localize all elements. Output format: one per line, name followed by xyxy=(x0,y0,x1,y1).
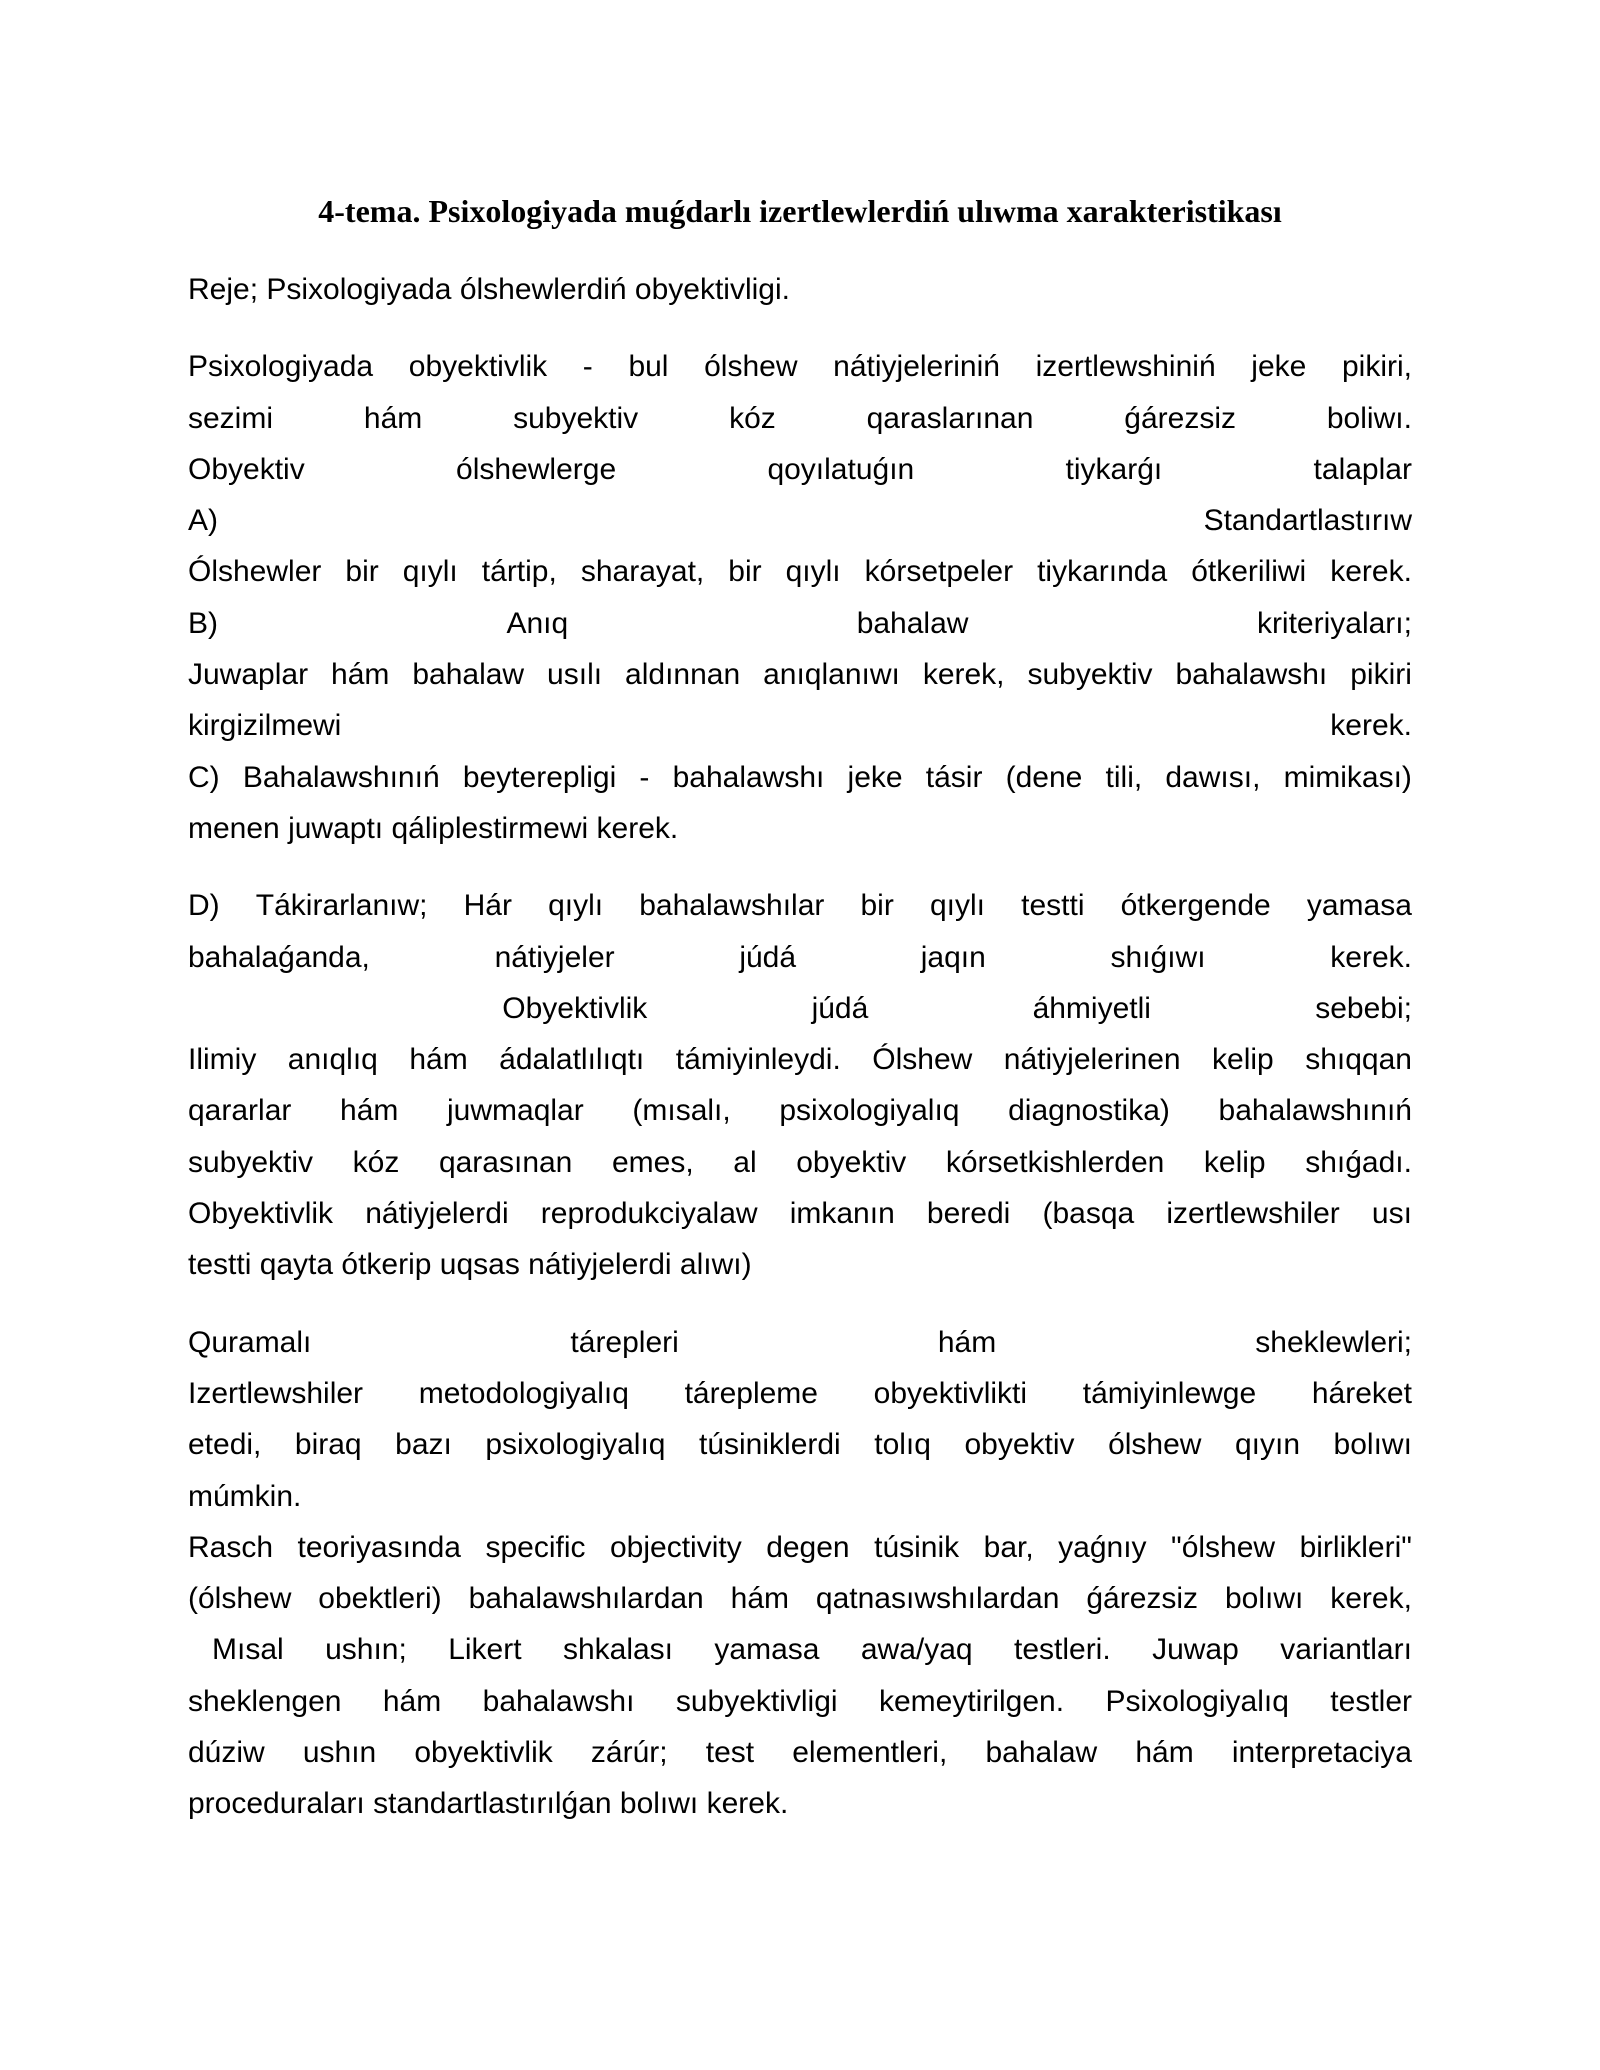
text-word: kerek, xyxy=(1330,1582,1412,1616)
text-word: birlikleri" xyxy=(1299,1530,1412,1564)
text-line xyxy=(188,393,1412,444)
text-word: nátiyjelerinen xyxy=(1003,1043,1181,1077)
text-line xyxy=(188,495,1412,546)
text-word: subyektiv xyxy=(513,401,639,435)
text-word: ádalatlılıqtı xyxy=(499,1043,645,1077)
text-word: obyektivlik xyxy=(408,350,548,384)
text-word: ǵárezsiz xyxy=(1086,1582,1199,1616)
text-line: testti qayta ótkerip uqsas nátiyjelerdi alıwı) xyxy=(188,1248,752,1282)
paragraph-gap xyxy=(188,1291,1412,1317)
text-word: kóz xyxy=(729,401,776,435)
text-line xyxy=(188,546,1412,597)
text-word: Quramalı xyxy=(188,1325,312,1359)
text-word: pikiri xyxy=(1350,658,1412,692)
text-word: yamasa xyxy=(714,1633,820,1667)
text-word: túsinik xyxy=(874,1530,960,1564)
text-word: bahalaw xyxy=(856,606,969,640)
text-word: bir xyxy=(860,889,894,923)
text-word: izertlewshiniń xyxy=(1035,350,1216,384)
text-word: Obyektiv xyxy=(188,452,305,486)
text-word: kirgizilmewi xyxy=(188,709,342,743)
text-line xyxy=(188,1137,1412,1188)
text-word: Juwap xyxy=(1152,1633,1239,1667)
text-word: tásir xyxy=(925,760,983,794)
text-word: támiyinlewge xyxy=(1082,1376,1257,1410)
text-word: B) xyxy=(188,606,218,640)
text-word: júdá xyxy=(739,940,797,974)
text-word: hám xyxy=(1135,1736,1194,1770)
text-word: hám xyxy=(340,1094,399,1128)
text-word: jeke xyxy=(1251,350,1307,384)
text-word: Tákirarlanıw; xyxy=(255,889,428,923)
text-word: usı xyxy=(1371,1197,1412,1231)
text-word: Rasch xyxy=(188,1530,274,1564)
text-word: tili, xyxy=(1105,760,1143,794)
text-word: emes, xyxy=(611,1145,694,1179)
text-word: Obyektivlik xyxy=(188,1197,334,1231)
text-word: hám xyxy=(409,1043,468,1077)
text-word: al xyxy=(733,1145,757,1179)
text-word: qoyılatuǵın xyxy=(767,452,915,486)
text-word: teoriyasında xyxy=(297,1530,461,1564)
text-word: sharayat, xyxy=(580,555,705,589)
text-word: shıǵadı. xyxy=(1305,1145,1412,1179)
text-word: dawısı, xyxy=(1165,760,1261,794)
text-word: bar, xyxy=(983,1530,1034,1564)
text-line xyxy=(188,1419,1412,1470)
text-word: boliwı. xyxy=(1326,401,1412,435)
text-word: tárepleme xyxy=(684,1376,818,1410)
text-word: kemeytirilgen. xyxy=(878,1684,1065,1718)
text-word: kórsetpeler xyxy=(864,555,1014,589)
text-word: - xyxy=(582,350,593,384)
text-line xyxy=(188,983,1412,1034)
text-word: nátiyjelerdi xyxy=(365,1197,509,1231)
text-word: ólshew xyxy=(704,350,798,384)
text-line xyxy=(188,598,1412,649)
text-line: menen juwaptı qáliplestirmewi kerek. xyxy=(188,811,679,845)
text-word: reprodukciyalaw xyxy=(540,1197,758,1231)
text-word: yaǵnıy xyxy=(1058,1530,1147,1564)
text-line xyxy=(188,649,1412,700)
text-word: (mısalı, xyxy=(632,1094,731,1128)
text-word: D) xyxy=(188,889,220,923)
text-word: metodologiyalıq xyxy=(418,1376,629,1410)
text-word: mimikası) xyxy=(1283,760,1412,794)
text-word: (dene xyxy=(1005,760,1083,794)
text-word: Izertlewshiler xyxy=(188,1376,364,1410)
text-word: (basqa xyxy=(1042,1197,1135,1231)
text-word: pikiri, xyxy=(1341,350,1412,384)
text-word: bir xyxy=(728,555,762,589)
text-word: shıǵıwı xyxy=(1110,940,1206,974)
text-word: Hár xyxy=(463,889,512,923)
text-word: qarasınan xyxy=(438,1145,573,1179)
text-word: beyterepligi xyxy=(462,760,617,794)
text-word: qıylı xyxy=(785,555,841,589)
text-line xyxy=(188,1188,1412,1239)
document-title: 4-tema. Psixologiyada muǵdarlı izertlewlerdiń ulıwma xarakteristikası xyxy=(318,193,1282,229)
text-word: talaplar xyxy=(1313,452,1412,486)
text-line xyxy=(188,341,1412,392)
text-word: túsiniklerdi xyxy=(699,1428,841,1462)
text-word: awa/yaq xyxy=(860,1633,973,1667)
text-word: kerek, xyxy=(922,658,1005,692)
text-word: bahalaw xyxy=(412,658,525,692)
text-word: tiykarǵı xyxy=(1065,452,1163,486)
text-word: subyektivligi xyxy=(675,1684,838,1718)
text-word: Ólshewler xyxy=(188,555,322,589)
text-word: variantları xyxy=(1280,1633,1412,1667)
text-line xyxy=(188,1522,1412,1573)
text-word: psixologiyalıq xyxy=(779,1094,960,1128)
text-word: ólshew xyxy=(1108,1428,1202,1462)
text-line: proceduraları standartlastırılǵan bolıwı kerek. xyxy=(188,1787,789,1821)
text-word: interpretaciya xyxy=(1231,1736,1412,1770)
text-word: qıyın xyxy=(1234,1428,1301,1462)
text-word: jaqın xyxy=(920,940,986,974)
text-word: nátiyjeler xyxy=(494,940,615,974)
text-word: bahalawshınıń xyxy=(1218,1094,1412,1128)
text-word: hám xyxy=(363,401,423,435)
text-word: shkalası xyxy=(562,1633,674,1667)
text-word: tártip, xyxy=(481,555,557,589)
text-word: kórsetkishlerden xyxy=(945,1145,1165,1179)
text-word: jeke xyxy=(847,760,903,794)
text-word: obyektiv xyxy=(964,1428,1075,1462)
text-word: tolıq xyxy=(874,1428,931,1462)
text-word: imkanın xyxy=(789,1197,895,1231)
text-word: bahalaw xyxy=(985,1736,1098,1770)
text-word: bahalawshılardan xyxy=(468,1582,704,1616)
text-word: specific xyxy=(485,1530,586,1564)
text-word: objectivity xyxy=(609,1530,742,1564)
text-word: Bahalawshınıń xyxy=(242,760,440,794)
text-word: obyektivlik xyxy=(414,1736,553,1770)
text-word: sebebi; xyxy=(1315,991,1412,1025)
text-line: múmkin. xyxy=(188,1479,302,1513)
text-line xyxy=(188,880,1412,931)
text-line xyxy=(188,1034,1412,1085)
text-word: kerek. xyxy=(1330,940,1412,974)
text-line xyxy=(188,1624,1412,1675)
text-line xyxy=(188,1573,1412,1624)
text-line xyxy=(188,700,1412,751)
text-word: bahalawshı xyxy=(1175,658,1328,692)
text-word: juwmaqlar xyxy=(447,1094,584,1128)
text-word: anıqlıq xyxy=(287,1043,378,1077)
text-line xyxy=(188,1727,1412,1778)
text-word: izertlewshiler xyxy=(1166,1197,1340,1231)
text-word: támiyinleydi. xyxy=(675,1043,841,1077)
text-word: Likert xyxy=(448,1633,522,1667)
text-word: aldınnan xyxy=(625,658,741,692)
text-word: ótkergende xyxy=(1120,889,1271,923)
text-word: Obyektivlik xyxy=(502,991,648,1025)
text-word: tiykarında xyxy=(1037,555,1168,589)
text-word: testler xyxy=(1330,1684,1412,1718)
text-line xyxy=(188,932,1412,983)
text-word: testleri. xyxy=(1013,1633,1111,1667)
text-word: bahalaǵanda, xyxy=(188,940,370,974)
text-word: bahalawshılar xyxy=(639,889,825,923)
text-word: zárúr; xyxy=(590,1736,668,1770)
text-line xyxy=(188,1368,1412,1419)
paragraph-gap xyxy=(188,854,1412,880)
text-word: kóz xyxy=(352,1145,400,1179)
text-word: psixologiyalıq xyxy=(485,1428,666,1462)
text-word: obyektiv xyxy=(796,1145,907,1179)
text-word: elementleri, xyxy=(792,1736,948,1770)
text-word: Anıq xyxy=(506,606,569,640)
text-word: ólshewlerge xyxy=(456,452,617,486)
text-word: diagnostika) xyxy=(1008,1094,1170,1128)
text-word: obyektivlikti xyxy=(873,1376,1028,1410)
text-word: qıylı xyxy=(402,555,458,589)
text-word: - xyxy=(639,760,650,794)
text-word: sheklengen xyxy=(188,1684,342,1718)
text-word: Ólshew xyxy=(872,1043,973,1077)
text-word: qatnasıwshılardan xyxy=(815,1582,1060,1616)
text-word: Psixologiyalıq xyxy=(1105,1684,1289,1718)
text-word: bazı xyxy=(395,1428,452,1462)
text-line xyxy=(188,444,1412,495)
text-word: kelip xyxy=(1203,1145,1266,1179)
text-word: Ilimiy xyxy=(188,1043,257,1077)
text-word: hám xyxy=(382,1684,442,1718)
text-line xyxy=(188,752,1412,803)
text-word: bolıwı xyxy=(1333,1428,1412,1462)
text-word: "ólshew xyxy=(1171,1530,1276,1564)
text-word: Psixologiyada xyxy=(188,350,374,384)
text-word: obektleri) xyxy=(318,1582,442,1616)
paragraph-gap xyxy=(188,315,1412,341)
text-word: kriteriyaları; xyxy=(1256,606,1412,640)
text-word: yamasa xyxy=(1306,889,1412,923)
text-word: bul xyxy=(628,350,669,384)
text-word: (ólshew xyxy=(188,1582,292,1616)
text-word: tárepleri xyxy=(570,1325,679,1359)
text-word: bahalawshı xyxy=(672,760,825,794)
text-word: usılı xyxy=(547,658,603,692)
document-page xyxy=(188,188,1412,1830)
text-word: sheklewleri; xyxy=(1255,1325,1412,1359)
text-word: shıqqan xyxy=(1305,1043,1412,1077)
text-word: test xyxy=(705,1736,755,1770)
text-word: júdá xyxy=(811,991,869,1025)
text-word: bolıwı xyxy=(1224,1582,1304,1616)
text-word: ótkeriliwi xyxy=(1191,555,1307,589)
text-word: ushın xyxy=(302,1736,377,1770)
text-word: testti xyxy=(1021,889,1085,923)
line-indent xyxy=(188,983,338,1034)
text-word: bahalawshı xyxy=(482,1684,635,1718)
text-word: kerek. xyxy=(1330,555,1412,589)
text-line xyxy=(188,1085,1412,1136)
text-word: Juwaplar xyxy=(188,658,309,692)
text-word: qararlar xyxy=(188,1094,292,1128)
text-line: Reje; Psixologiyada ólshewlerdiń obyektivligi. xyxy=(188,273,790,306)
text-word: kelip xyxy=(1212,1043,1274,1077)
text-word: sezimi xyxy=(188,401,274,435)
text-word: subyektiv xyxy=(1027,658,1153,692)
text-word: hám xyxy=(730,1582,790,1616)
text-word: dúziw xyxy=(188,1736,265,1770)
text-word: subyektiv xyxy=(188,1145,314,1179)
list-marker: A) xyxy=(188,504,218,538)
text-word: qıylı xyxy=(929,889,985,923)
text-word: áhmiyetli xyxy=(1032,991,1151,1025)
text-word: háreket xyxy=(1311,1376,1412,1410)
text-word: biraq xyxy=(294,1428,362,1462)
text-word: bir xyxy=(345,555,379,589)
text-word: kerek. xyxy=(1330,709,1412,743)
text-word: hám xyxy=(937,1325,997,1359)
text-word: ushın; xyxy=(325,1633,407,1667)
text-word: qaraslarınan xyxy=(866,401,1034,435)
text-word: etedi, xyxy=(188,1428,262,1462)
text-line xyxy=(188,1317,1412,1368)
list-heading: Standartlastırıw xyxy=(1203,504,1412,538)
text-word: C) xyxy=(188,760,220,794)
text-word: hám xyxy=(331,658,390,692)
text-word: ǵárezsiz xyxy=(1124,401,1236,435)
text-word: anıqlanıwı xyxy=(763,658,900,692)
text-word: nátiyjeleriniń xyxy=(833,350,1000,384)
text-word: degen xyxy=(766,1530,850,1564)
text-word: qıylı xyxy=(548,889,604,923)
text-word: beredi xyxy=(926,1197,1011,1231)
text-word: Mısal xyxy=(212,1633,284,1667)
text-line xyxy=(188,1676,1412,1727)
